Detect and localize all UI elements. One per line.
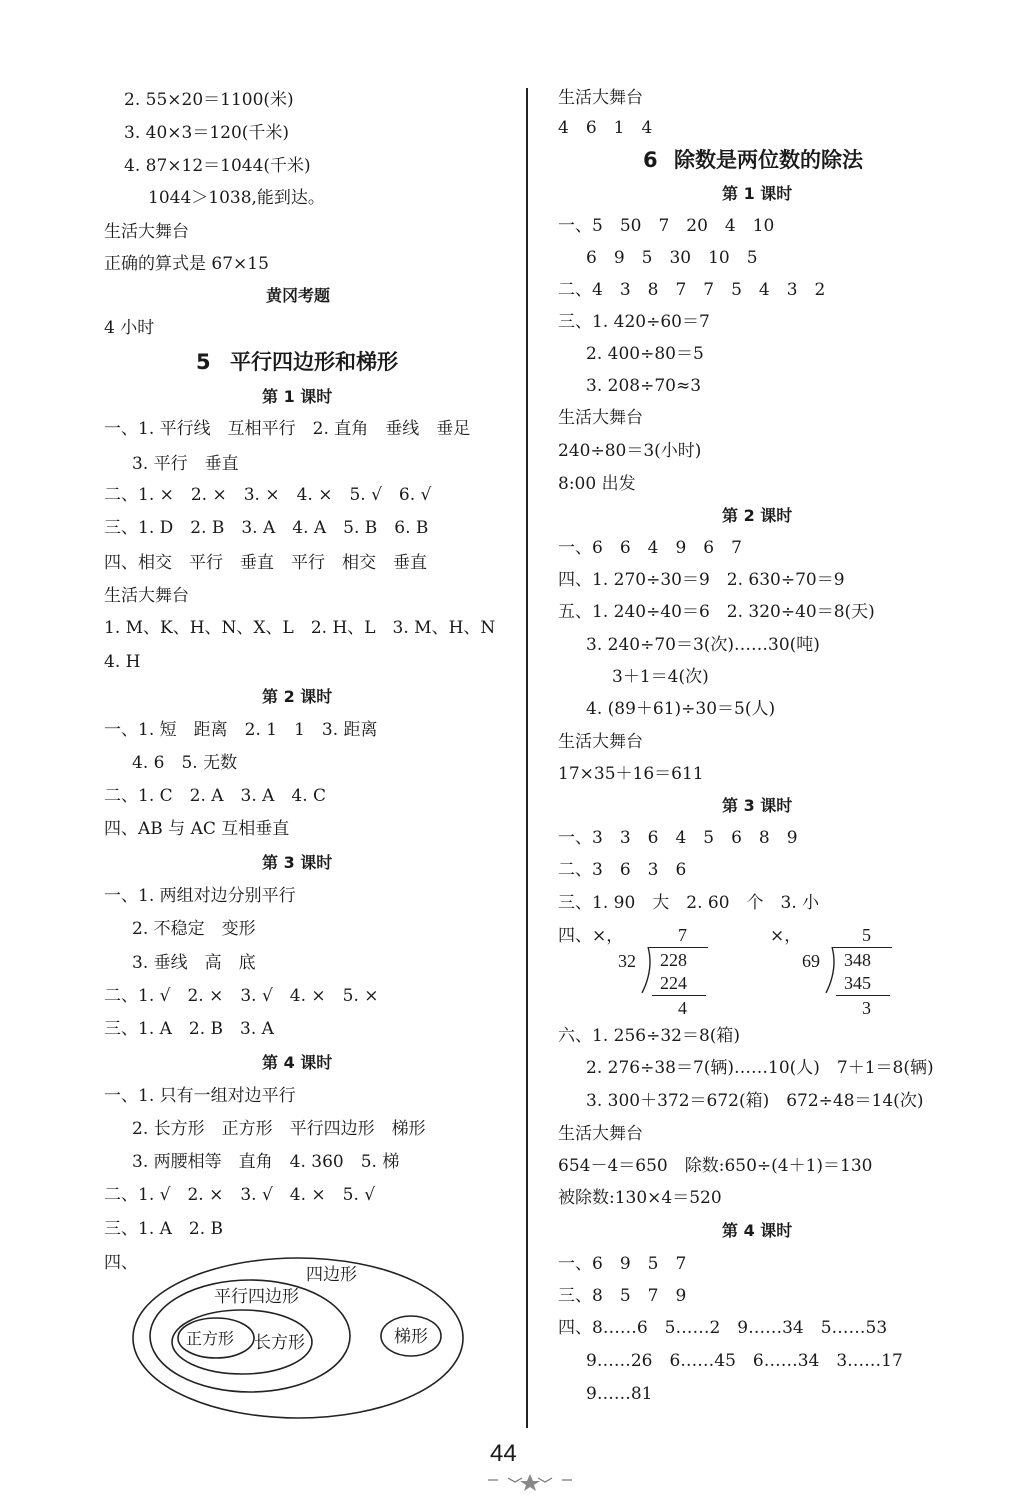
long-division-2	[802, 924, 902, 1019]
answer-line: 三、1. 90 大 2. 60 个 3. 小	[558, 893, 820, 913]
answer-line: 654－4＝650 除数:650÷(4＋1)＝130	[558, 1156, 873, 1176]
subsection-label: 生活大舞台	[104, 222, 189, 242]
division-quotient: 7	[678, 925, 687, 945]
answer-line: 四、1. 270÷30＝9 2. 630÷70＝9	[558, 570, 845, 590]
lesson-heading: 第 2 课时	[722, 506, 793, 525]
answer-line: 三、1. A 2. B 3. A	[104, 1019, 274, 1039]
division-bar	[832, 947, 892, 948]
answer-line: 三、1. 420÷60＝7	[558, 312, 710, 332]
answer-line: 3. 平行 垂直	[132, 454, 239, 474]
lesson-heading: 第 4 课时	[262, 1053, 333, 1072]
answer-line: 六、1. 256÷32＝8(箱)	[558, 1026, 741, 1046]
answer-line: 240÷80＝3(小时)	[558, 441, 702, 461]
page-number: 44	[490, 1440, 517, 1467]
answer-line: 一、6 9 5 7	[558, 1254, 687, 1274]
answer-line: 4. H	[104, 652, 141, 672]
column-divider	[526, 88, 528, 1428]
answer-line: 被除数:130×4＝520	[558, 1188, 722, 1208]
answer-line: 2. 276÷38＝7(辆)……10(人) 7＋1＝8(辆)	[586, 1058, 934, 1078]
answer-line: 4. 87×12＝1044(千米)	[124, 156, 311, 176]
answer-line: 2. 400÷80＝5	[586, 344, 704, 364]
division-subtract-line	[652, 995, 706, 996]
subsection-label: 生活大舞台	[558, 408, 643, 428]
subsection-label: 生活大舞台	[104, 586, 189, 606]
answer-line: 二、1. × 2. × 3. × 4. × 5. √ 6. √	[104, 485, 432, 505]
answer-line: 2. 55×20＝1100(米)	[124, 90, 294, 110]
answer-line: 1044＞1038,能到达。	[148, 188, 325, 208]
subsection-heading: 黄冈考题	[266, 286, 331, 305]
answer-line: 6 9 5 30 10 5	[586, 248, 758, 268]
answer-line: 一、5 50 7 20 4 10	[558, 216, 775, 236]
answer-line: 一、3 3 6 4 5 6 8 9	[558, 828, 798, 848]
answer-line: 一、1. 两组对边分别平行	[104, 886, 296, 906]
section-title: 除数是两位数的除法	[674, 148, 863, 172]
answer-line: 四、相交 平行 垂直 平行 相交 垂直	[104, 553, 427, 573]
lesson-heading: 第 3 课时	[722, 796, 793, 815]
division-quotient: 5	[862, 925, 871, 945]
answer-line: 三、1. A 2. B	[104, 1219, 224, 1239]
division-divisor: 32	[618, 951, 636, 971]
answer-line: 一、1. 短 距离 2. 1 1 3. 距离	[104, 720, 378, 740]
answer-line: 二、1. √ 2. × 3. √ 4. × 5. √	[104, 1185, 376, 1205]
answer-line: 9……26 6……45 6……34 3……17	[586, 1351, 903, 1371]
answer-line: 2. 长方形 正方形 平行四边形 梯形	[132, 1119, 426, 1139]
answer-line: 四、	[104, 1253, 138, 1273]
answer-line: 3. 208÷70≈3	[586, 376, 702, 396]
answer-line: 四、×，	[558, 926, 624, 946]
answer-line: 四、AB 与 AC 互相垂直	[104, 819, 290, 839]
division-dividend: 348	[844, 950, 871, 970]
venn-label-quadrilateral: 四边形	[306, 1265, 357, 1285]
venn-label-parallelogram: 平行四边形	[214, 1287, 299, 1307]
answer-line: 一、6 6 4 9 6 7	[558, 538, 742, 558]
answer-line: 一、1. 只有一组对边平行	[104, 1086, 296, 1106]
answer-line: ×，	[770, 926, 802, 946]
division-bar	[648, 947, 708, 948]
venn-label-trapezoid: 梯形	[394, 1327, 428, 1347]
answer-line: 二、1. √ 2. × 3. √ 4. × 5. ×	[104, 986, 379, 1006]
answer-line: 4 小时	[104, 318, 155, 338]
answer-line: 4 6 1 4	[558, 118, 653, 138]
answer-line: 2. 不稳定 变形	[132, 919, 256, 939]
quadrilateral-venn-diagram	[126, 1250, 478, 1430]
footer-ornament	[480, 1470, 580, 1492]
lesson-heading: 第 3 课时	[262, 853, 333, 872]
section-number: 5	[196, 350, 211, 374]
division-remainder: 4	[678, 998, 687, 1018]
division-remainder: 3	[862, 998, 871, 1018]
division-dividend: 228	[660, 950, 687, 970]
answer-line: 9……81	[586, 1384, 653, 1404]
lesson-heading: 第 1 课时	[262, 387, 333, 406]
subsection-label: 生活大舞台	[558, 88, 643, 108]
answer-line: 17×35＋16＝611	[558, 764, 704, 784]
answer-line: 3. 两腰相等 直角 4. 360 5. 梯	[132, 1152, 400, 1172]
answer-line: 4. (89＋61)÷30＝5(人)	[586, 699, 776, 719]
answer-line: 3＋1＝4(次)	[612, 667, 709, 687]
answer-line: 3. 40×3＝120(千米)	[124, 123, 290, 143]
answer-line: 二、4 3 8 7 7 5 4 3 2	[558, 280, 826, 300]
subsection-label: 生活大舞台	[558, 732, 643, 752]
answer-line: 3. 240÷70＝3(次)……30(吨)	[586, 635, 820, 655]
division-product: 345	[844, 973, 871, 993]
lesson-heading: 第 1 课时	[722, 184, 793, 203]
division-divisor: 69	[802, 951, 820, 971]
subsection-label: 生活大舞台	[558, 1124, 643, 1144]
lesson-heading: 第 2 课时	[262, 687, 333, 706]
section-number: 6	[643, 148, 658, 172]
long-division-1	[618, 924, 718, 1019]
answer-line: 3. 垂线 高 底	[132, 953, 256, 973]
division-subtract-line	[836, 995, 890, 996]
answer-line: 二、1. C 2. A 3. A 4. C	[104, 786, 327, 806]
lesson-heading: 第 4 课时	[722, 1221, 793, 1240]
venn-label-rectangle: 长方形	[254, 1333, 305, 1353]
answer-line: 1. M、K、H、N、X、L 2. H、L 3. M、H、N	[104, 618, 496, 638]
section-title: 平行四边形和梯形	[230, 350, 398, 374]
answer-line: 3. 300＋372＝672(箱) 672÷48＝14(次)	[586, 1091, 924, 1111]
answer-line: 二、3 6 3 6	[558, 860, 687, 880]
answer-line: 三、8 5 7 9	[558, 1286, 687, 1306]
answer-line: 四、8……6 5……2 9……34 5……53	[558, 1318, 888, 1338]
answer-line: 4. 6 5. 无数	[132, 753, 238, 773]
division-bracket	[824, 947, 838, 993]
answer-line: 五、1. 240÷40＝6 2. 320÷40＝8(天)	[558, 602, 875, 622]
division-product: 224	[660, 973, 687, 993]
answer-line: 8:00 出发	[558, 474, 636, 494]
answer-line: 正确的算式是 67×15	[104, 254, 269, 274]
division-bracket	[640, 947, 654, 993]
answer-line: 三、1. D 2. B 3. A 4. A 5. B 6. B	[104, 518, 429, 538]
answer-line: 一、1. 平行线 互相平行 2. 直角 垂线 垂足	[104, 419, 471, 439]
venn-label-square: 正方形	[186, 1329, 235, 1348]
